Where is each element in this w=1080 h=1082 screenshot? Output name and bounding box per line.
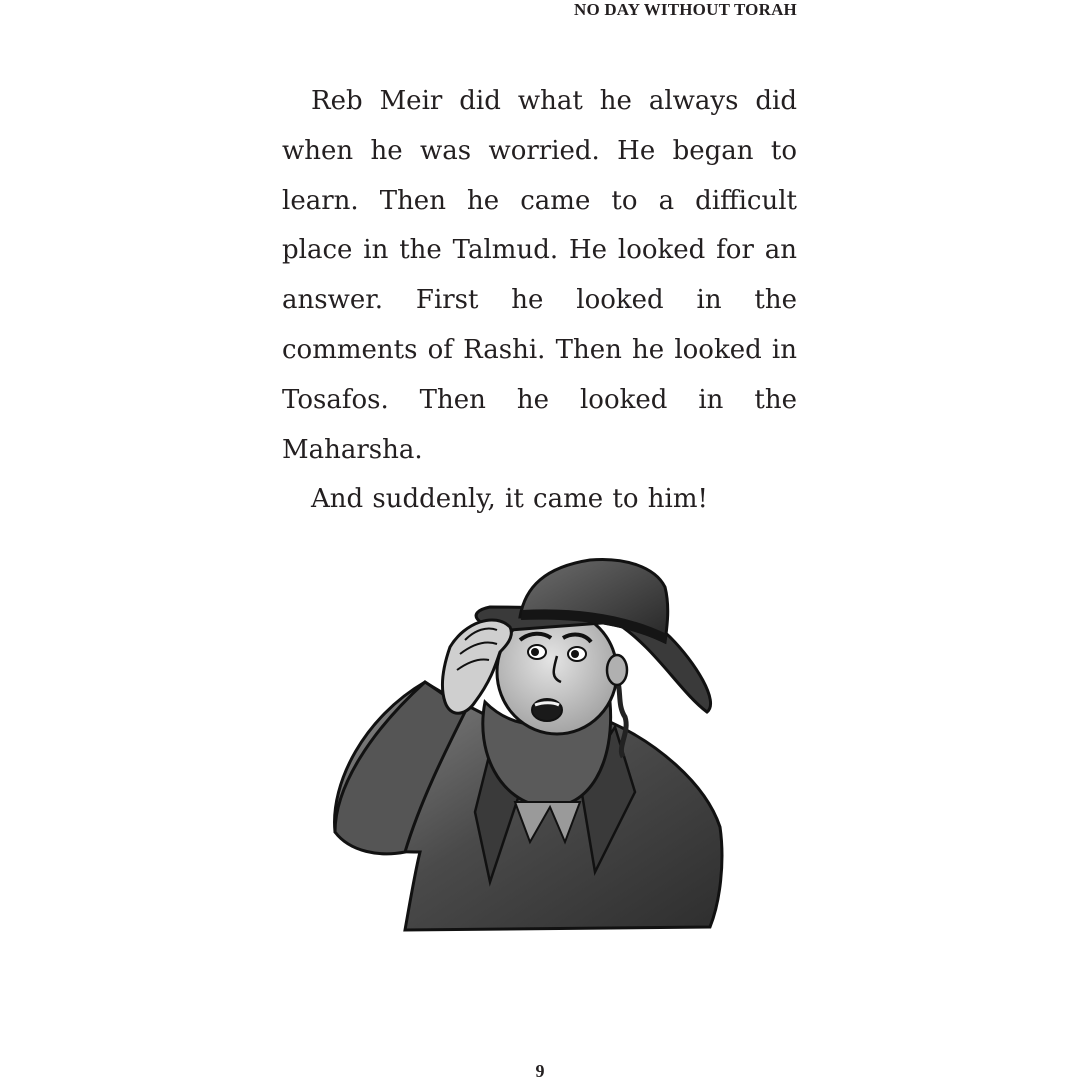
illustration-reb-meir (325, 552, 730, 932)
page-number: 9 (535, 1061, 545, 1081)
ear (607, 655, 627, 685)
body-text (282, 77, 797, 525)
paragraph-1: Reb Meir did what he always did when he was worried. He began to learn. Then he came to a difficult place in the Talmud. He looked for an answer. First he looked in the comments of Rashi. Then he looked in Tosafos. Then he looked in the Maharsha. (282, 86, 797, 465)
running-head: NO DAY WITHOUT TORAH (573, 0, 797, 19)
paragraph-2: And suddenly, it came to him! (311, 484, 708, 515)
